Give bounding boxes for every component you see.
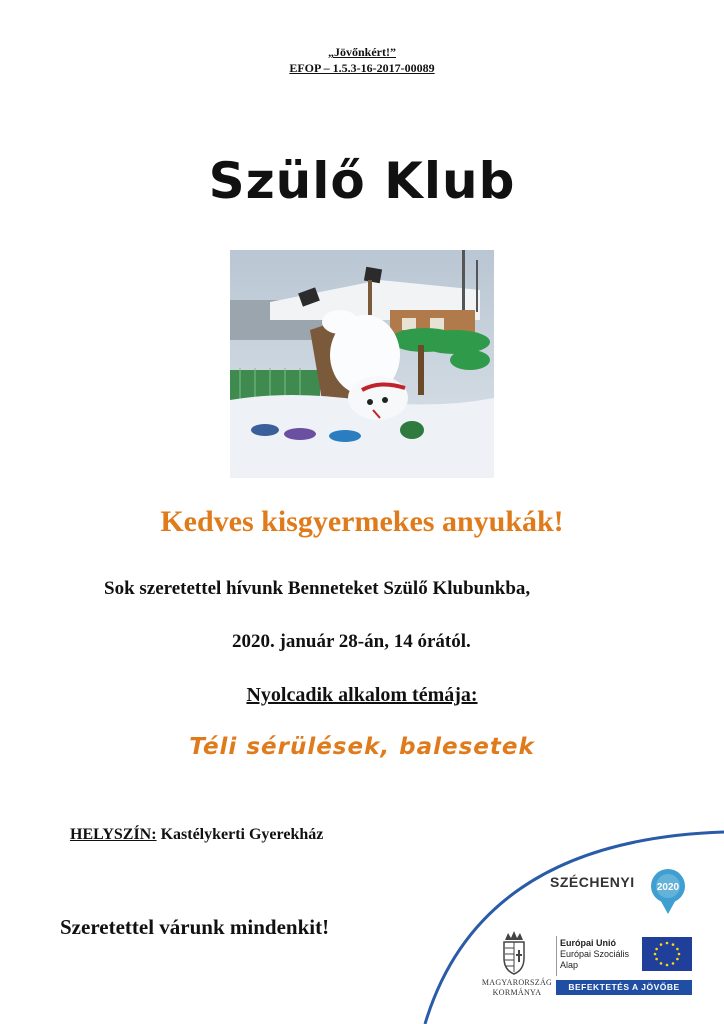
event-date: 2020. január 28-án, 14 órától. (232, 631, 471, 652)
location-label: HELYSZÍN: (70, 826, 157, 843)
project-name: „Jövőnkért!” (328, 45, 396, 59)
szechenyi-year: 2020 (656, 882, 680, 893)
befektetes-banner: BEFEKTETÉS A JÖVŐBE (556, 980, 692, 995)
kormany-line2: KORMÁNYA (492, 988, 542, 997)
eu-text (560, 938, 629, 971)
page-title: Szülő Klub (208, 152, 516, 210)
greeting-heading: Kedves kisgyermekes anyukák! (160, 505, 564, 538)
eu-line2: Európai Szociális (560, 949, 630, 959)
eu-line1: Európai Unió (560, 938, 616, 948)
eu-flag-icon (642, 937, 692, 971)
kormany-line1: MAGYARORSZÁG (481, 978, 553, 987)
topic-label: Nyolcadik alkalom témája: (246, 684, 478, 706)
invite-text: Sok szeretettel hívunk Benneteket Szülő Klubunkba, (104, 578, 531, 599)
szechenyi-2020-icon (650, 866, 690, 916)
location-value: Kastélykerti Gyerekház (160, 826, 324, 843)
kormany-text (474, 978, 560, 998)
eu-line3: Alap (560, 960, 579, 970)
topic-title: Téli sérülések, balesetek (189, 734, 535, 760)
hungarian-crest-icon (494, 928, 534, 976)
project-code: EFOP – 1.5.3-16-2017-00089 (289, 61, 435, 75)
closing-text: Szeretettel várunk mindenkit! (60, 915, 330, 939)
szechenyi-text: SZÉCHENYI (550, 874, 635, 890)
